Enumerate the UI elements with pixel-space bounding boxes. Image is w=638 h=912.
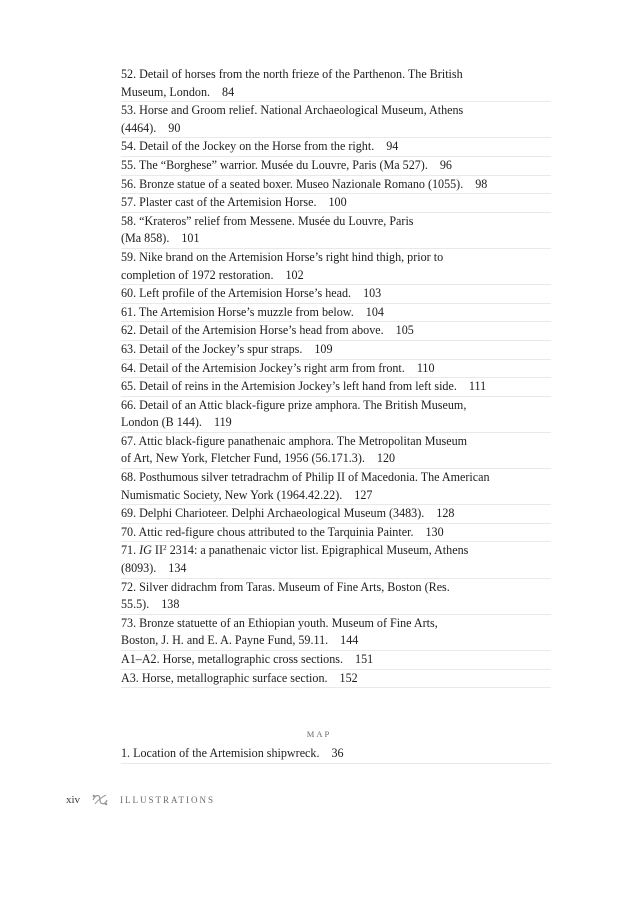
entry-caption-line: of Art, New York, Fletcher Fund, 1956 (56.171.3). [121, 451, 365, 466]
entry-caption-line: 71. IG $II^2$ 2314: a panathenaic victor list. Epigraphical Museum, Athens [121, 543, 469, 558]
list-item [121, 524, 551, 543]
entry-caption-line: 56. Bronze statue of a seated boxer. Museo Nazionale Romano (1055). [121, 176, 464, 191]
entry-caption-line: 61. The Artemision Horse’s muzzle from below. [121, 304, 354, 319]
page-folio: xiv [66, 794, 81, 806]
entry-caption-line: Numismatic Society, New York (1964.42.22). [121, 487, 343, 502]
list-item [121, 213, 551, 249]
entry-caption-line: 72. Silver didrachm from Taras. Museum of Fine Arts, Boston (Res. [121, 579, 450, 594]
entry-caption-line: 54. Detail of the Jockey on the Horse from the right. [121, 139, 375, 154]
entry-caption-line: A1–A2. Horse, metallographic cross sections. [121, 652, 344, 666]
page-number: 119 [213, 415, 232, 430]
list-item [121, 360, 551, 379]
list-item [121, 249, 551, 285]
page-number: 109 [314, 341, 333, 356]
fleuron-icon [90, 792, 110, 808]
entry-caption-line: 57. Plaster cast of the Artemision Horse. [121, 195, 317, 210]
page-number: 105 [395, 323, 414, 338]
list-item [121, 304, 551, 323]
page-number: 151 [355, 652, 374, 666]
entry-caption-line: 52. Detail of horses from the north frieze of the Parthenon. The British [121, 67, 463, 81]
list-item [121, 397, 551, 433]
page-number: 128 [436, 506, 455, 521]
page-number: 94 [386, 139, 399, 154]
page-number: 96 [439, 157, 452, 172]
list-item [121, 176, 551, 195]
list-item [121, 102, 551, 138]
entry-caption-line: completion of 1972 restoration. [121, 267, 274, 282]
page-number: 102 [285, 267, 304, 282]
page-number: 111 [468, 379, 487, 394]
list-item [121, 579, 551, 615]
list-item [121, 505, 551, 524]
page-number: 152 [339, 670, 358, 685]
list-item [121, 341, 551, 360]
page-number: 130 [425, 524, 444, 539]
list-item [121, 651, 551, 670]
page-number: 36 [331, 746, 344, 760]
page-number: 98 [475, 176, 488, 191]
entry-caption-line: 59. Nike brand on the Artemision Horse’s right hind thigh, prior to [121, 249, 444, 264]
page-number: 120 [376, 451, 396, 466]
entry-caption-line: 73. Bronze statuette of an Ethiopian youth. Museum of Fine Arts, [121, 615, 438, 630]
page-number: 103 [363, 286, 382, 301]
entry-caption-line: 63. Detail of the Jockey’s spur straps. [121, 341, 303, 356]
map-list [121, 745, 551, 764]
entry-caption-line: 70. Attic red-figure chous attributed to the Tarquinia Painter. [121, 524, 414, 539]
entry-caption-line: 55.5). [121, 597, 150, 612]
entry-caption-line: Museum, London. [121, 84, 211, 99]
list-item [121, 670, 551, 689]
map-heading: MAP [306, 729, 332, 739]
page-number: 100 [328, 195, 347, 210]
entry-caption-line: 65. Detail of reins in the Artemision Jockey’s left hand from left side. [121, 379, 457, 394]
entry-caption-line: 69. Delphi Charioteer. Delphi Archaeological Museum (3483). [121, 506, 425, 521]
entry-caption-line: (Ma 858). [121, 231, 170, 246]
running-footer [66, 792, 215, 808]
list-item [121, 66, 551, 102]
entry-caption-line: 67. Attic black-figure panathenaic amphora. The Metropolitan Museum [121, 433, 468, 448]
entry-caption-line: A3. Horse, metallographic surface section. [121, 670, 328, 685]
list-item [121, 745, 551, 764]
illustration-list [121, 66, 551, 688]
entry-caption-line: 1. Location of the Artemision shipwreck. [121, 746, 320, 760]
page-number: 101 [181, 231, 200, 246]
entry-caption-line: London (B 144). [121, 415, 202, 430]
list-item [121, 378, 551, 397]
entry-caption-line: 53. Horse and Groom relief. National Archaeological Museum, Athens [121, 103, 464, 118]
list-item [121, 469, 551, 505]
page-number: 110 [416, 360, 435, 375]
section-title: ILLUSTRATIONS [120, 795, 216, 805]
list-item [121, 615, 551, 651]
page-number: 90 [168, 120, 181, 135]
entry-caption-line: 68. Posthumous silver tetradrachm of Philip II of Macedonia. The American [121, 470, 490, 485]
list-item [121, 285, 551, 304]
list-item [121, 322, 551, 341]
entry-caption-line: 66. Detail of an Attic black-figure prize amphora. The British Museum, [121, 397, 467, 412]
page-number: 127 [354, 487, 373, 502]
list-item [121, 138, 551, 157]
entry-caption-line: 62. Detail of the Artemision Horse’s head from above. [121, 323, 384, 338]
entry-caption-line: 60. Left profile of the Artemision Horse’s head. [121, 286, 352, 301]
page-number: 144 [340, 633, 359, 648]
entry-caption-line: (4464). [121, 120, 157, 135]
page-number: 84 [222, 84, 235, 99]
list-item [121, 157, 551, 176]
list-item [121, 433, 551, 469]
entry-caption-line: 64. Detail of the Artemision Jockey’s right arm from front. [121, 360, 405, 375]
list-item [121, 542, 551, 578]
entry-caption-line: 58. “Krateros” relief from Messene. Musée du Louvre, Paris [121, 213, 414, 228]
list-item [121, 194, 551, 213]
page-number: 134 [168, 561, 187, 576]
page-number: 138 [161, 597, 180, 612]
entry-caption-line: (8093). [121, 561, 157, 576]
page-number: 104 [365, 304, 384, 319]
entry-caption-line: 55. The “Borghese” warrior. Musée du Louvre, Paris (Ma 527). [121, 157, 428, 172]
entry-caption-line: Boston, J. H. and E. A. Payne Fund, 59.11. [121, 633, 329, 648]
